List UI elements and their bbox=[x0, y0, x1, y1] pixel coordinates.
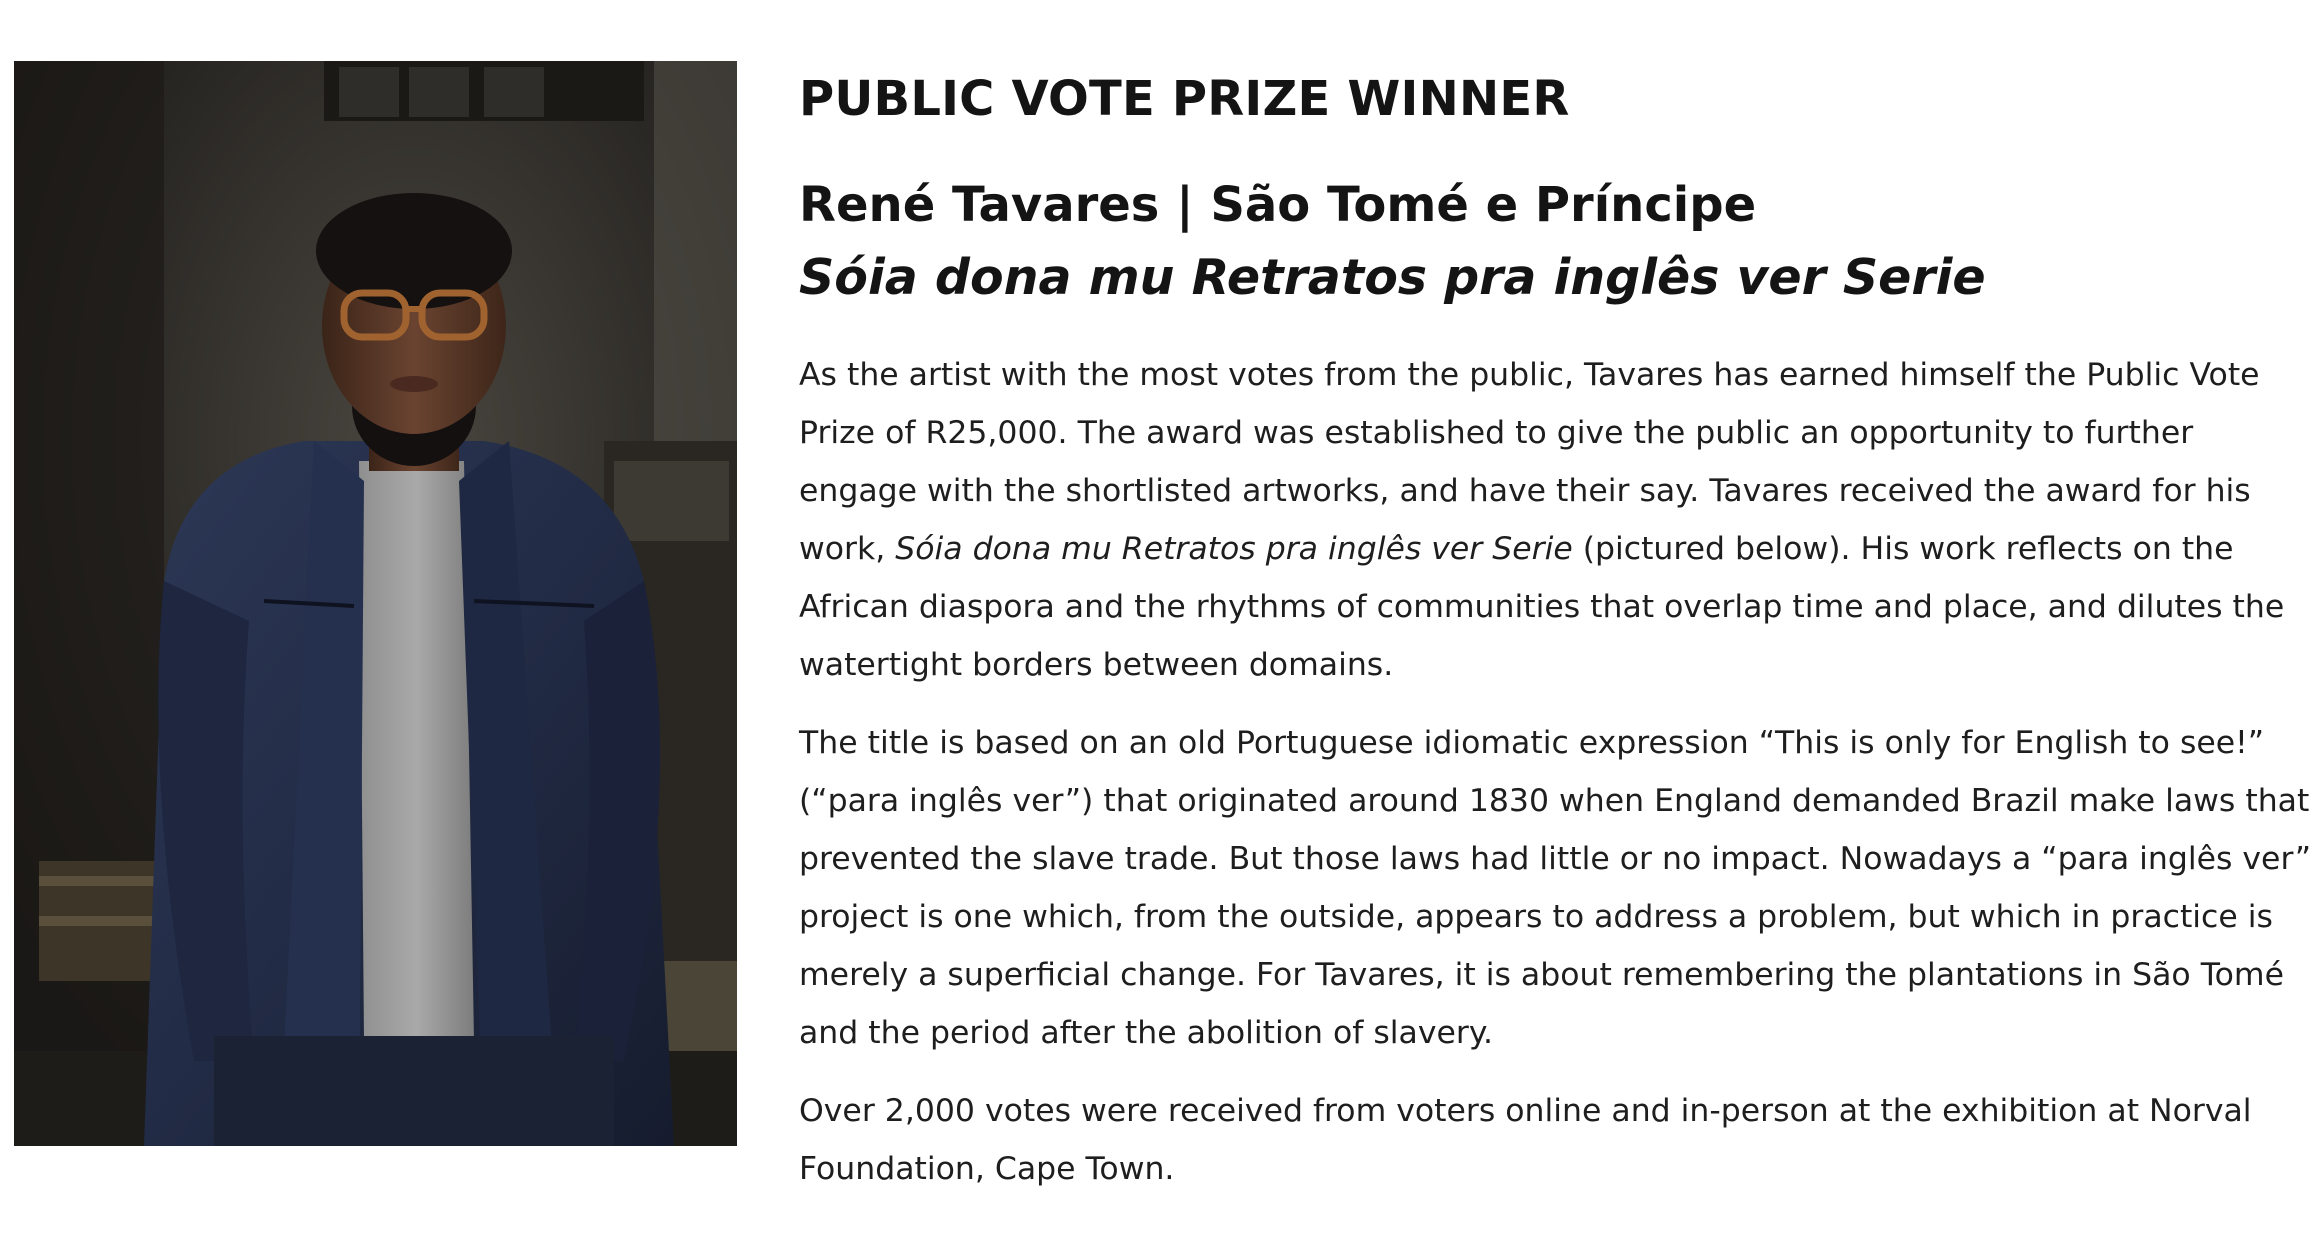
prize-heading: PUBLIC VOTE PRIZE WINNER bbox=[799, 71, 1570, 127]
artist-photo bbox=[14, 61, 737, 1146]
paragraph-title-meaning: The title is based on an old Portuguese idiomatic expression “This is only for English to see!” (“para inglês ver”) that originated around 1830 when England demanded Brazil make laws that prevented the slave trade. But those laws had little or no impact. Nowadays a “para inglês ver” project is one which, from the outside, appears to address a problem, but which in practice is merely a superficial change. For Tavares, it is about remembering the plantations in São Tomé and the period after the abolition of slavery. bbox=[799, 725, 2312, 1051]
article-content bbox=[799, 62, 2314, 1198]
artist-name-country: René Tavares | São Tomé e Príncipe bbox=[799, 177, 1757, 233]
paragraph-award-artwork-title: Sóia dona mu Retratos pra inglês ver Serie bbox=[895, 531, 1573, 567]
paragraph-votes: Over 2,000 votes were received from voters online and in-person at the exhibition at Norval Foundation, Cape Town. bbox=[799, 1093, 2252, 1187]
paragraph-award-text-end: (pictured below). His work reflects on the African diaspora and the rhythms of communities that overlap time and place, and dilutes the watertight borders between domains. bbox=[799, 531, 2285, 683]
artwork-title: Sóia dona mu Retratos pra inglês ver Serie bbox=[799, 249, 1986, 306]
paragraph-award bbox=[799, 346, 2314, 694]
person-portrait-icon bbox=[14, 61, 737, 1146]
paragraph-award-text-start: As the artist with the most votes from the public, Tavares has earned himself the Public Vote Prize of R25,000. The award was established to give the public an opportunity to further engage with the shortlisted artworks, and have their say. Tavares received the award for his work, bbox=[799, 357, 2260, 567]
